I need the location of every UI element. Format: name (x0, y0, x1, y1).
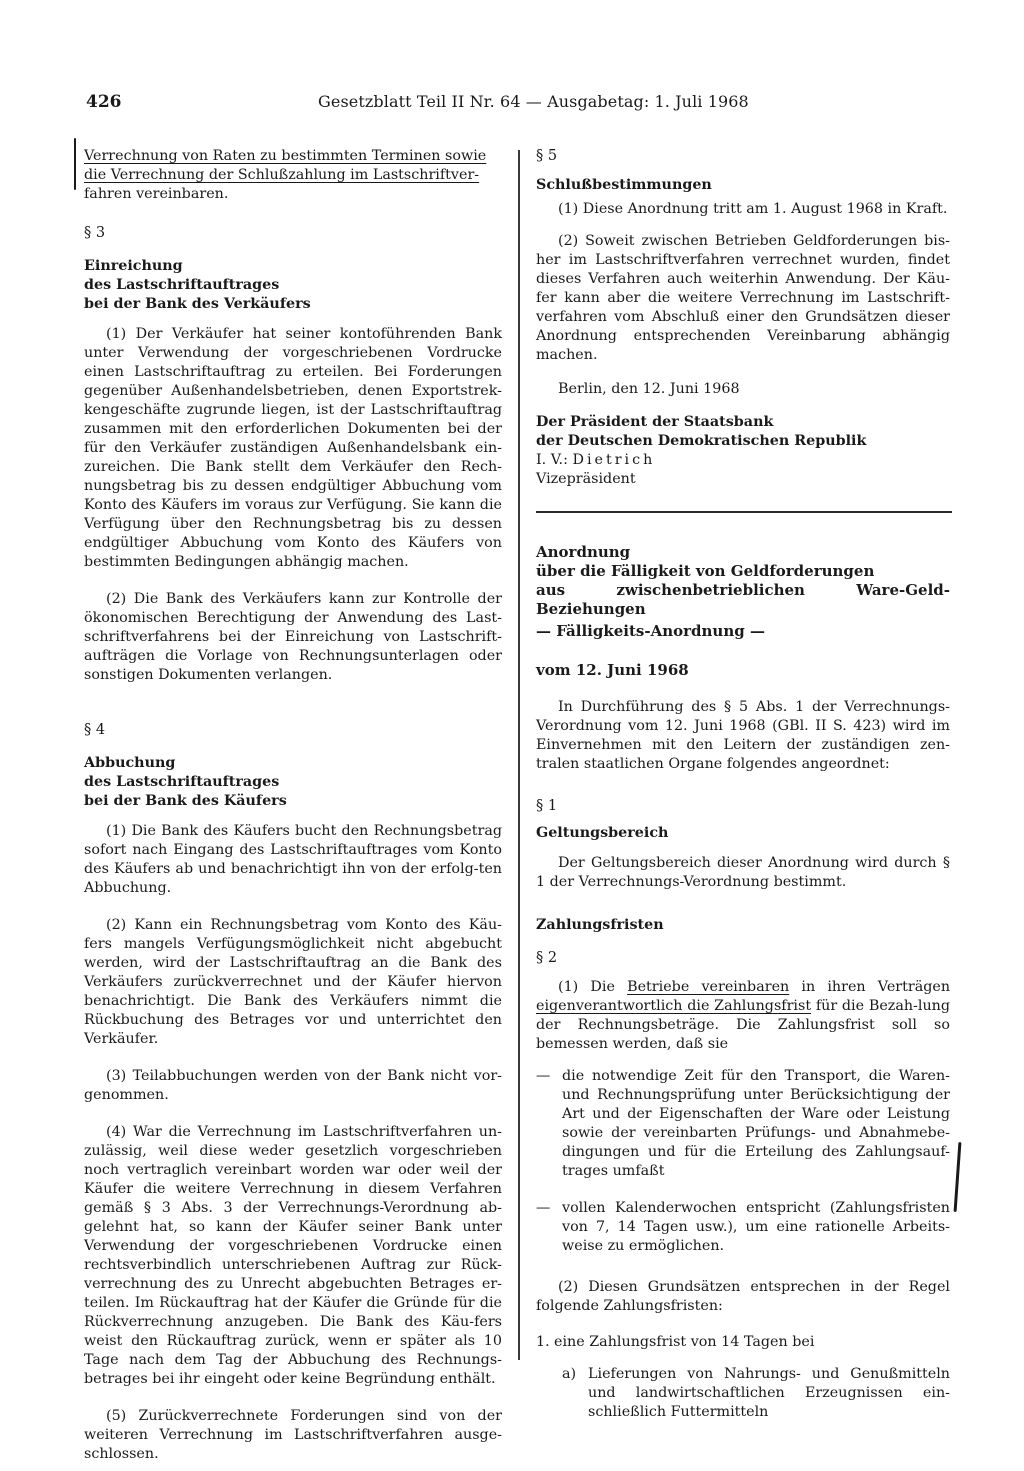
order-section-1-text: Der Geltungsbereich dieser Anordnung wird durch § 1 der Verrechnungs-Verordnung bestimmt. (536, 855, 950, 890)
section-4-para-2: (2) Kann ein Rechnungsbetrag vom Konto des Käu-fers mangels Verfügungsmöglichkeit nicht abgebucht werden, wird der Lastschriftauftrag an die Bank des Verkäufers zurückverrechnet und der Käufer hiervon benachrichtigt. Die Bank des Verkäufers nimmt die Rückbuchung des Betrages vor und unterrichtet den Verkäufer. (84, 917, 502, 1047)
section-4-para-3: (3) Teilabbuchungen werden von der Bank nicht vor-genommen. (84, 1068, 502, 1103)
section-4-para-4: (4) War die Verrechnung im Lastschriftverfahren un-zulässig, weil diese weder gesetzlich vorgeschrieben noch vertraglich vereinbart worden war oder weil der Käufer die weitere Verrechnung in diesem Verfahren gemäß § 3 Abs. 3 der Verrechnungs-Verordnung ab-gelehnt hat, so kann der Käufer seiner Bank unter Verwendung der vorgeschriebenen Vordrucke einen rechtsverbindlich unterschriebenen Auftrag zur Rück-verrechnung des zu Unrecht abgebuchten Betrages er-teilen. Im Rückauftrag hat der Käufer die Gründe für die Rückverrechnung anzugeben. Die Bank des Käu-fers weist den Rückauftrag zurück, wenn er später als 10 Tage nach dem Tag der Abbuchung des Rechnungs-betrages bei ihr eingeht oder keine Begründung enthält. (84, 1124, 502, 1387)
numbered-item (536, 1333, 950, 1352)
section-3-heading: bei der Bank des Verkäufers (84, 296, 311, 312)
payment-terms-heading: Zahlungsfristen (536, 917, 664, 933)
section-4-number: § 4 (84, 722, 106, 738)
section-3-para-1: (1) Der Verkäufer hat seiner kontoführenden Bank unter Verwendung der vorgeschriebenen Vordrucke einen Lastschriftauftrag zu erteilen. Bei Forderungen gegenüber Außenhandelsbetrieben, denen Exportstrek-kengeschäfte zugrunde liegen, ist der Lastschriftauftrag zusammen mit den erforderlichen Dokumenten bei der für den Verkäufer zuständigen Außenhandelsbank ein-zureichen. Die Bank stellt dem Verkäufer den Rech-nungsbetrag bis zu dessen endgültiger Abbuchung vom Konto des Käufers im voraus zur Verfügung. Sie kann die Verfügung über den Rechnungsbetrag bis zu dessen endgültiger Abbuchung vom Konto des Käufers von bestimmten Bedingungen abhängig machen. (84, 326, 502, 570)
section-4-para-1: (1) Die Bank des Käufers bucht den Rechnungsbetrag sofort nach Eingang des Lastschriftauftrages vom Konto des Käufers ab und benachrichtigt ihn von der erfolg-ten Abbuchung. (84, 823, 502, 896)
dash-marker: — (536, 1068, 551, 1084)
order-section-1-number: § 1 (536, 798, 558, 814)
column-divider (518, 150, 520, 1360)
list-item-text: die notwendige Zeit für den Transport, die Waren- und Rechnungsprüfung unter Berücksichtigung der Art und der Eigenschaften der Ware oder Leistung sowie der vereinbarten Prüfungs- und Abnahmebe-dingungen und für die Erteilung des Zahlungsauf-trages umfaßt (562, 1068, 950, 1179)
section-3-para-2: (2) Die Bank des Verkäufers kann zur Kontrolle der ökonomischen Berechtigung der Anwendung des Last-schriftverfahrens bei der Einreichung von Lastschrift-aufträgen die Vorlage von Rechnungsunterlagen oder sonstigen Dokumenten verlangen. (84, 591, 502, 683)
sub-item-letter: a) (562, 1366, 577, 1382)
left-column (84, 147, 502, 1464)
item-text: eine Zahlungsfrist von 14 Tagen bei (554, 1334, 815, 1350)
order-section-1-heading: Geltungsbereich (536, 825, 669, 841)
section-3-heading: Einreichung (84, 258, 183, 274)
section-4-heading: des Lastschriftauftrages (84, 774, 280, 790)
list-item-text: vollen Kalenderwochen entspricht (Zahlungsfristen von 7, 14 Tagen usw.), um eine rationelle Arbeits-weise zu ermöglichen. (562, 1200, 950, 1254)
page-number: 426 (86, 92, 122, 112)
deputy-prefix: I. V.: (536, 452, 568, 468)
sub-item (536, 1365, 950, 1422)
signatory-title: Vizepräsident (536, 471, 636, 487)
margin-pencil-mark (74, 138, 76, 190)
margin-pencil-mark (954, 1142, 962, 1212)
signatory-line-1: Der Präsident der Staatsbank (536, 414, 774, 430)
sub-item-text: Lieferungen von Nahrungs- und Genußmitteln und landwirtschaftlichen Erzeugnissen ein-schließlich Futtermitteln (588, 1366, 950, 1420)
section-5-number: § 5 (536, 148, 558, 164)
right-column (536, 147, 950, 1422)
dash-marker: — (536, 1200, 551, 1216)
section-3-number: § 3 (84, 225, 106, 241)
list-item (536, 1199, 950, 1256)
section-5-para-2: (2) Soweit zwischen Betrieben Geldforderungen bis-her im Lastschriftverfahren verrechnet wurden, findet dieses Verfahren auch weiterhin Anwendung. Der Käu-fer kann aber die weitere Verrechnung im Lastschrift-verfahren vom Abschluß einer den Grundsätzen dieser Anordnung entsprechenden Vereinbarung abhängig machen. (536, 233, 950, 363)
order-preamble: In Durchführung des § 5 Abs. 1 der Verrechnungs-Verordnung vom 12. Juni 1968 (GBl. II S. 423) wird im Einvernehmen mit den Leitern der zuständigen zen-tralen staatlichen Organe folgendes angeordnet: (536, 699, 950, 772)
section-5-para-1: (1) Diese Anordnung tritt am 1. August 1968 in Kraft. (558, 201, 948, 217)
item-number: 1. (536, 1334, 550, 1350)
intro-line: fahren vereinbaren. (84, 186, 229, 202)
signatory-line-2: der Deutschen Demokratischen Republik (536, 433, 867, 449)
section-5-heading: Schlußbestimmungen (536, 177, 712, 193)
order-section-2-para-2: (2) Diesen Grundsätzen entsprechen in der Regel folgende Zahlungsfristen: (536, 1279, 950, 1314)
section-4-para-5: (5) Zurückverrechnete Forderungen sind von der weiteren Verrechnung im Lastschriftverfahren ausge-schlossen. (84, 1408, 502, 1462)
section-4-heading: Abbuchung (84, 755, 176, 771)
order-section-2-para-1: (1) Die Betriebe vereinbaren in ihren Verträgen eigenverantwortlich die Zahlungsfrist für die Bezah-lung der Rechnungsbeträge. Die Zahlungsfrist soll so bemessen werden, daß sie (536, 979, 951, 1052)
section-3-heading: des Lastschriftauftrages (84, 277, 280, 293)
signatory-line-3 (536, 451, 950, 470)
order-short-title: — Fälligkeits-Anordnung — (536, 622, 765, 640)
order-title: aus zwischenbetrieblichen Ware-Geld-Beziehungen (536, 581, 950, 618)
section-4-heading: bei der Bank des Käufers (84, 793, 287, 809)
running-header: Gesetzblatt Teil II Nr. 64 — Ausgabetag: 1. Juli 1968 (318, 92, 749, 111)
list-item (536, 1067, 950, 1181)
place-date: Berlin, den 12. Juni 1968 (558, 381, 740, 397)
order-section-2-number: § 2 (536, 950, 558, 966)
order-title: Anordnung (536, 543, 631, 561)
order-date: vom 12. Juni 1968 (536, 661, 689, 679)
order-title: über die Fälligkeit von Geldforderungen (536, 562, 875, 580)
signatory-name: Dietrich (572, 452, 656, 468)
intro-line: die Verrechnung der Schlußzahlung im Lastschriftver- (84, 167, 480, 183)
intro-line: Verrechnung von Raten zu bestimmten Terminen sowie (84, 148, 487, 164)
